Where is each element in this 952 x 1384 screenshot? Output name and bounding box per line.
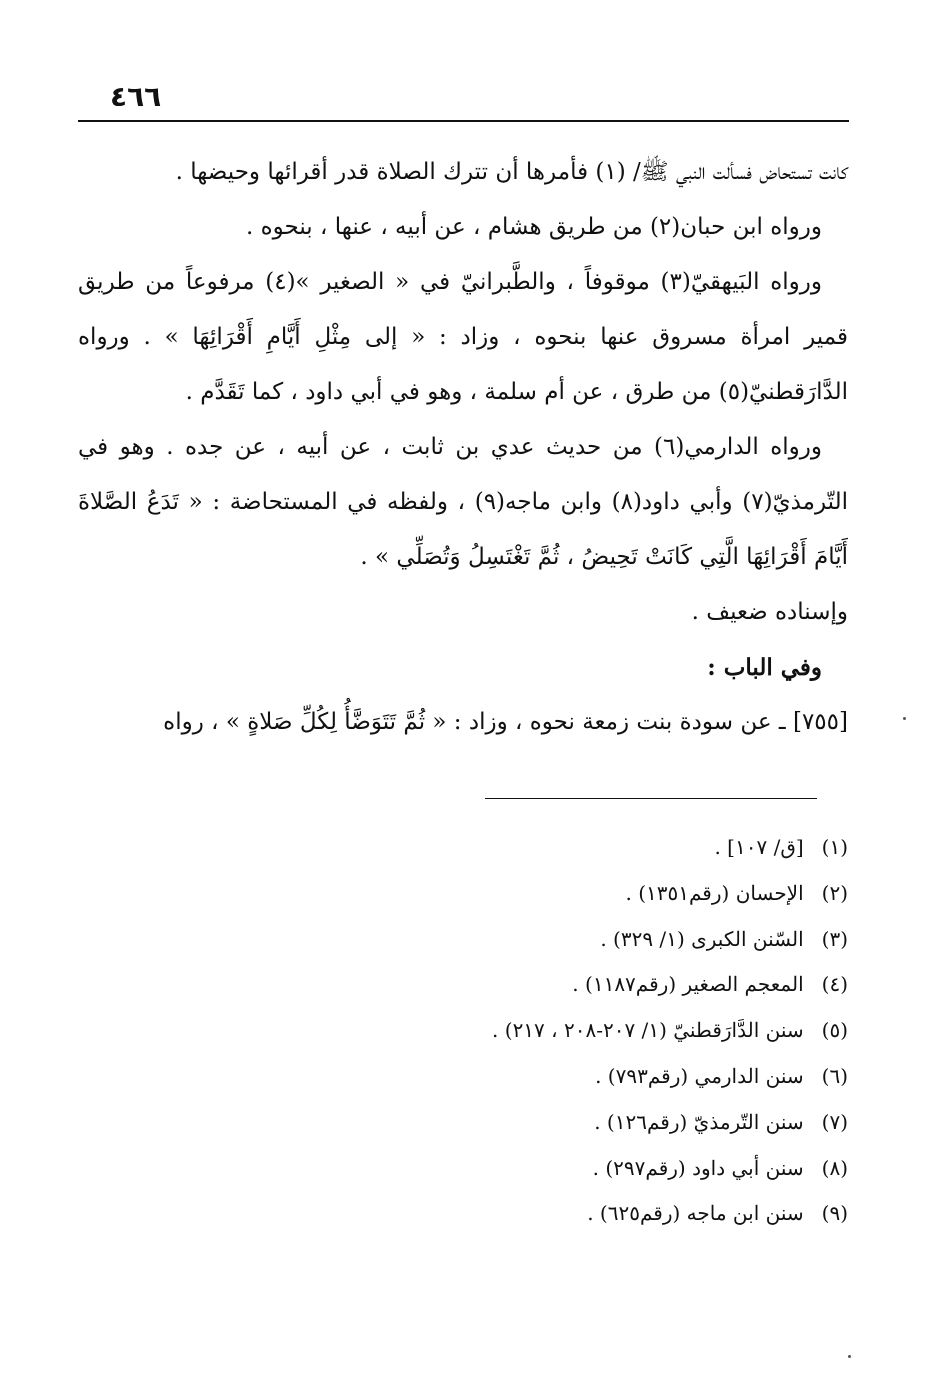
paragraph-4: ورواه الدارمي(٦) من حديث عدي بن ثابت ، عن أبيه ، عن جده . وهو في التّرمذيّ(٧) وأبي داود(٨) وابن ماجه(٩) ، ولفظه في المستحاضة : « تَدَعُ الصَّلاةَ أَيَّامَ أَقْرَائِهَا الَّتِي كَانَتْ تَحِيضُ ، ثُمَّ تَغْتَسِلُ وَتُصَلِّي » . <box>78 434 848 570</box>
header-rule <box>78 120 849 122</box>
footnote-item <box>78 1008 848 1054</box>
footnote-number: (٧) <box>821 1109 848 1134</box>
footnote-text: سنن الدارمي (رقم٧٩٣) . <box>595 1063 804 1088</box>
footnote-number: (١) <box>821 835 848 859</box>
footnote-text: سنن الدَّارَقطنيّ (١/ ٢٠٧-٢٠٨ ، ٢١٧) . <box>492 1018 804 1043</box>
footnote-text: سنن ابن ماجه (رقم٦٢٥) . <box>587 1201 804 1226</box>
scan-speck <box>903 717 906 720</box>
footnote-text: المعجم الصغير (رقم١١٨٧) . <box>572 972 804 997</box>
footnote-item <box>78 1191 848 1237</box>
paragraph-2: ورواه ابن حبان(٢) من طريق هشام ، عن أبيه ، عنها ، بنحوه . <box>245 214 822 240</box>
footnote-number: (٦) <box>821 1063 848 1088</box>
footnote-number: (٢) <box>821 880 848 905</box>
paragraph-5: وإسناده ضعيف . <box>691 599 848 625</box>
footnote-item <box>78 871 848 917</box>
footnote-number: (٥) <box>821 1018 848 1043</box>
footnote-item <box>78 1054 848 1100</box>
footnote-text: [ق/ ١٠٧] . <box>714 835 804 859</box>
footnote-text: سنن التّرمذيّ (رقم١٢٦) . <box>594 1109 804 1134</box>
footnote-item <box>78 825 848 871</box>
footnote-number: (٨) <box>821 1155 848 1180</box>
page-number: ٤٦٦ <box>110 80 162 113</box>
footnote-item <box>78 1100 848 1146</box>
paragraph-6: [٧٥٥] ـ عن سودة بنت زمعة نحوه ، وزاد : « ثُمَّ تَتَوَضَّأُ لِكُلِّ صَلاةٍ » ، رواه <box>163 709 848 735</box>
scan-speck <box>848 1355 851 1358</box>
footnote-number: (٩) <box>821 1201 848 1226</box>
footnote-item <box>78 1146 848 1192</box>
footnote-rule <box>485 798 817 799</box>
footnote-text: سنن أبي داود (رقم٢٩٧) . <box>592 1155 804 1180</box>
paragraph-3: ورواه البَيهقيّ(٣) موقوفاً ، والطَّبرانيّ في « الصغير »(٤) مرفوعاً من طريق قمير امرأة مسروق عنها بنحوه ، وزاد : « إلى مِثْلِ أَيَّامِ أَقْرَائِهَا » . ورواه الدَّارَقطنيّ(٥) من طرق ، عن أم سلمة ، وهو في أبي داود ، كما تَقَدَّم . <box>78 269 848 405</box>
footnote-text: السّنن الكبرى (١/ ٣٢٩) . <box>600 926 804 951</box>
footnote-text: الإحسان (رقم١٣٥١) . <box>625 880 804 905</box>
main-text <box>78 145 848 750</box>
footnote-number: (٤) <box>821 972 848 997</box>
footnote-number: (٣) <box>821 926 848 951</box>
footnote-item <box>78 917 848 963</box>
footnotes <box>78 825 848 1237</box>
footnote-item <box>78 962 848 1008</box>
section-heading: وفي الباب : <box>707 654 822 681</box>
paragraph-1: كانت تستحاض فسألت النبي ﷺ/ (١) فأمرها أن تترك الصلاة قدر أقرائها وحيضها . <box>175 159 848 185</box>
